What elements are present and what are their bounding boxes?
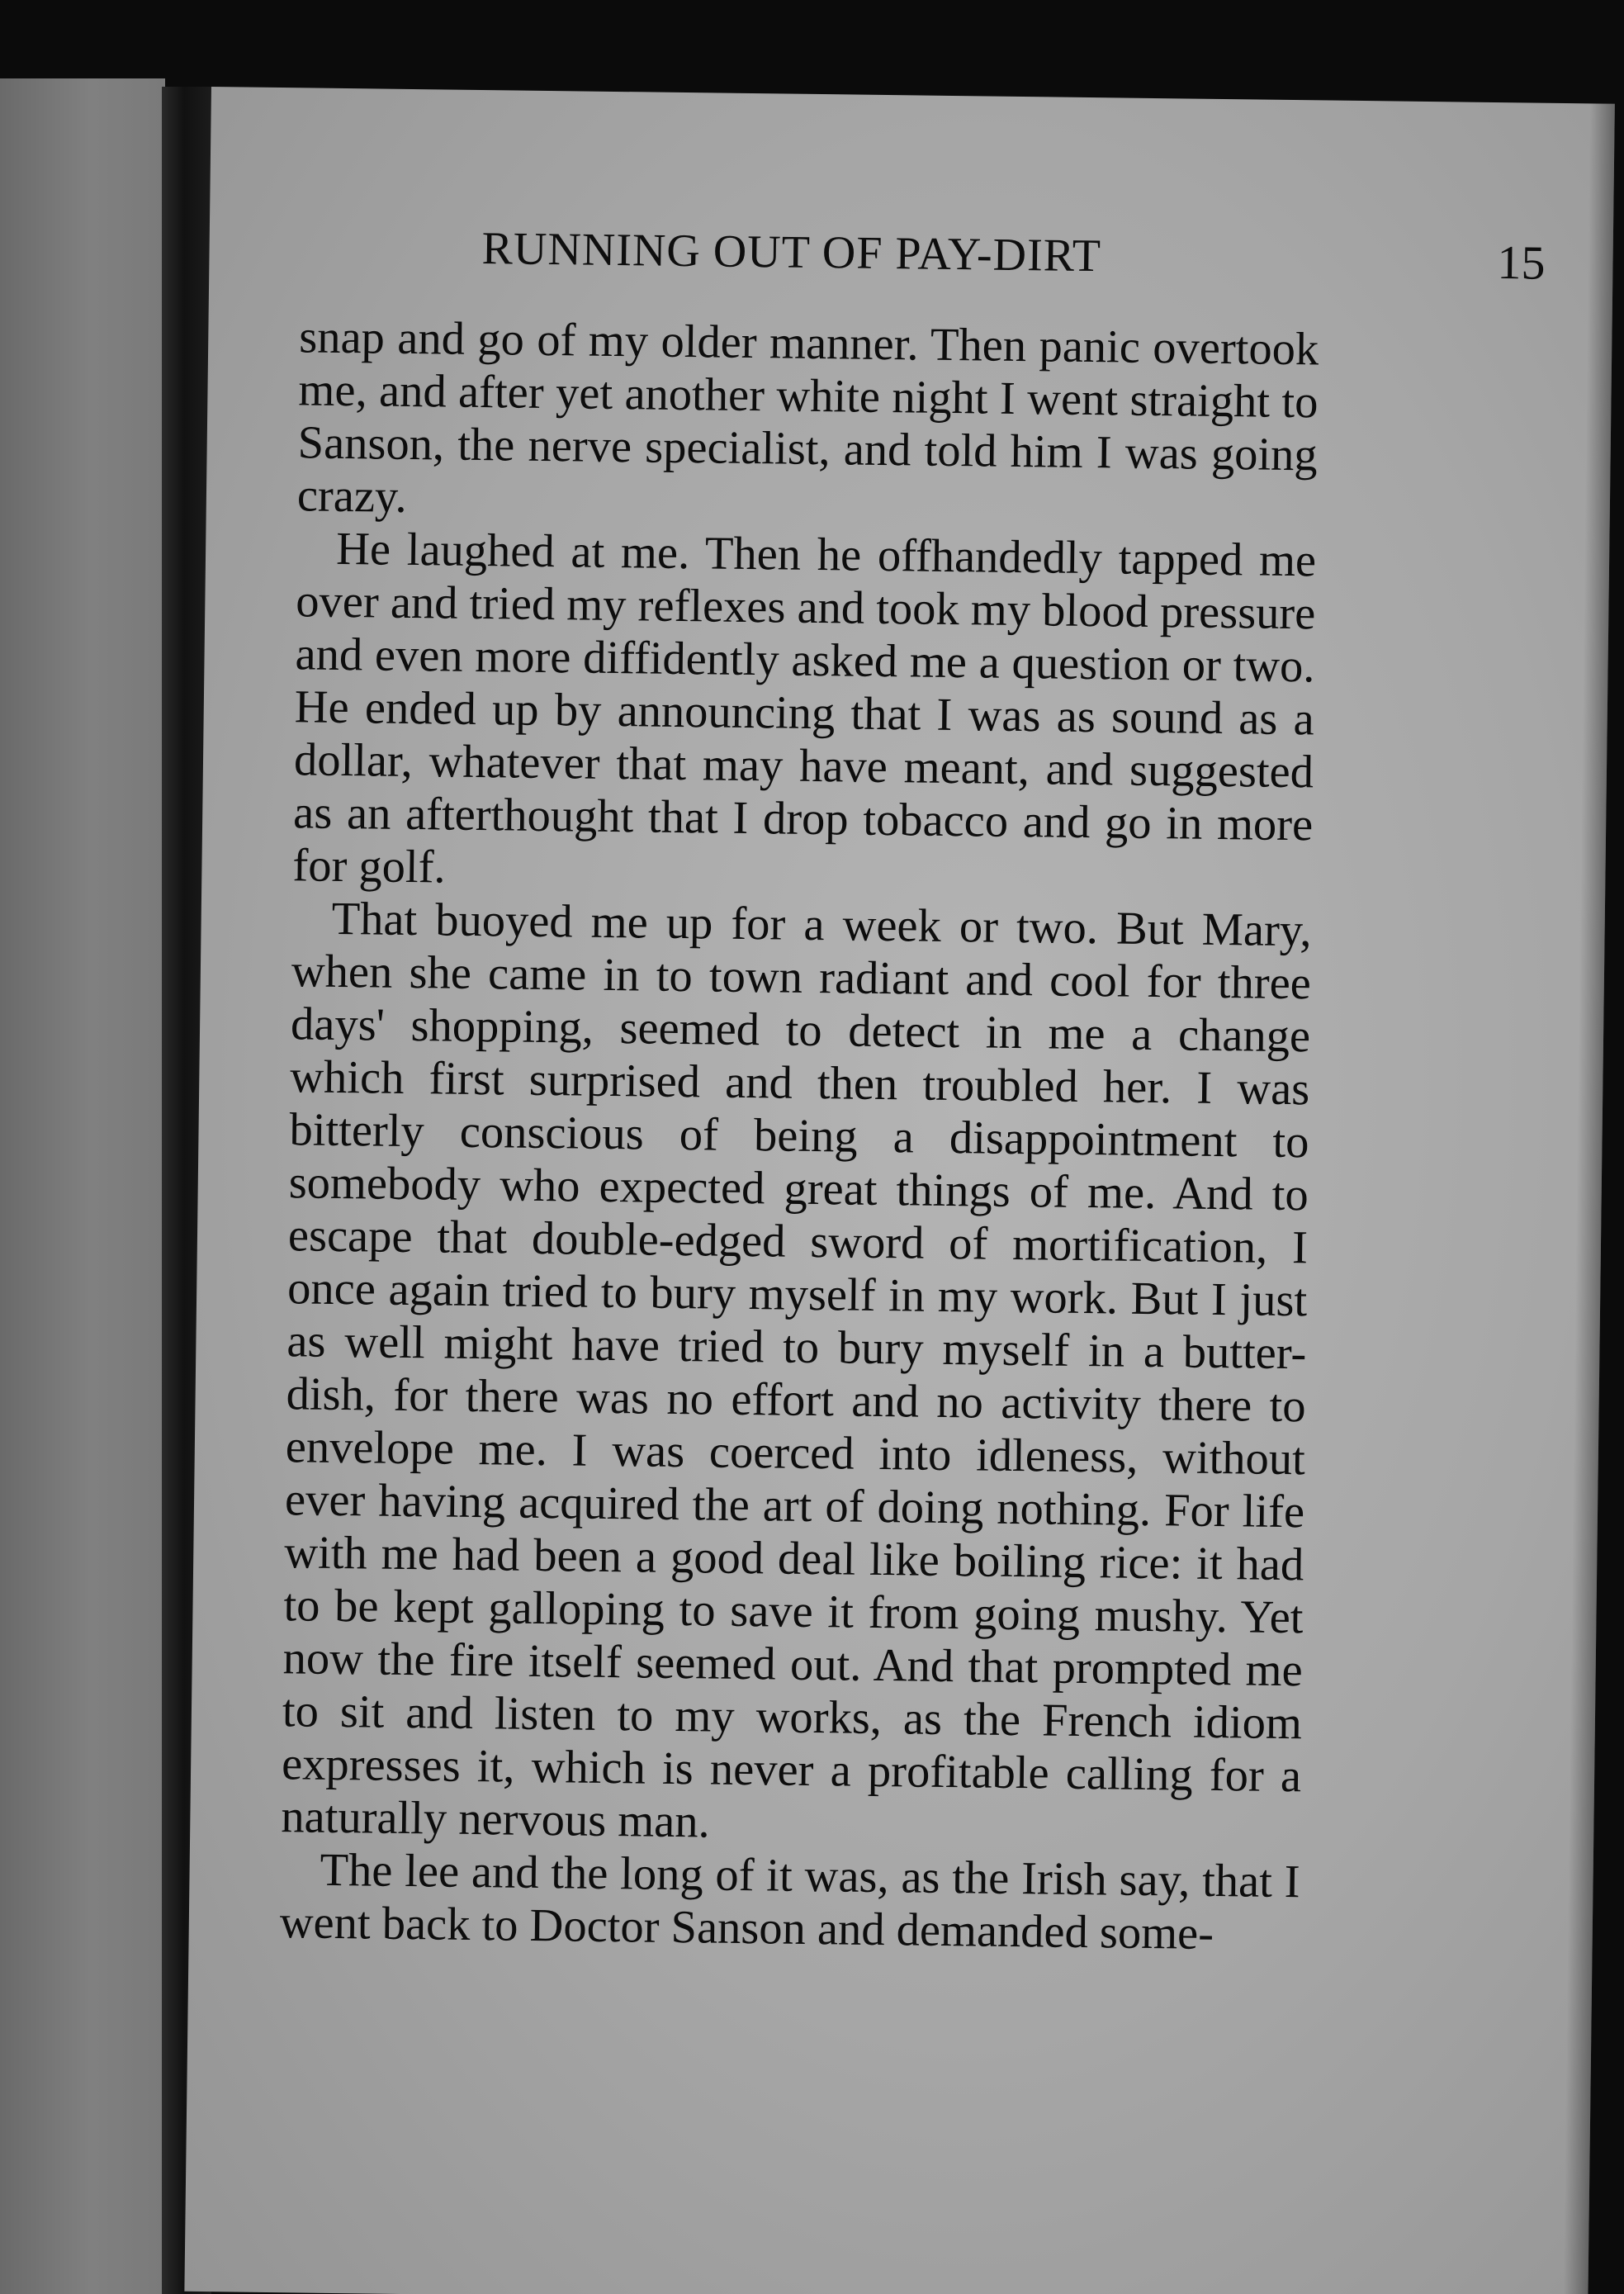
paragraph: The lee and the long of it was, as the Irish say, that I went back to Doctor Sanson and demanded some- — [279, 1844, 1300, 1960]
paragraph: That buoyed me up for a week or two. But Mary, when she came in to town radiant and cool for three days' shopping, seemed to detect in me a change which first surprised and then troubled her. I was bitterly conscious of being a disappointment to somebody who expected great things of me. And to escape that double-edged sword of mortification, I once again tried to bury myself in my work. But I just as well might have tried to bury myself in a butter-dish, for there was no effort and no activity there to envelope me. I was coerced into idleness, without ever having acquired the art of doing nothing. For life with me had been a good deal like boiling rice: it had to be kept galloping to save it from going mushy. Yet now the fire itself seemed out. And that prompted me to sit and listen to my works, as the French idiom expresses it, which is never a profitable calling for a naturally nervous man. — [281, 893, 1312, 1848]
page-body — [279, 310, 1319, 1961]
paragraph: snap and go of my older manner. Then panic overtook me, and after yet another white night I went straight to Sanson, the nerve specialist, and told him I was going crazy. — [296, 311, 1319, 523]
page-number: 15 — [1497, 235, 1546, 290]
paragraph: He laughed at me. Then he offhandedly tapped me over and tried my reflexes and took my blood pressure and even more diffidently asked me a question or two. He ended up by announcing that I was as sound as a dollar, whatever that may have meant, and suggested as an afterthought that I drop tobacco and go in more for golf. — [292, 523, 1317, 893]
facing-page-edge — [0, 78, 165, 2294]
page-header — [481, 222, 1555, 310]
page-shadow-edge — [1563, 103, 1615, 2294]
running-head: RUNNING OUT OF PAY-DIRT — [481, 223, 1102, 282]
book-page — [184, 87, 1614, 2294]
